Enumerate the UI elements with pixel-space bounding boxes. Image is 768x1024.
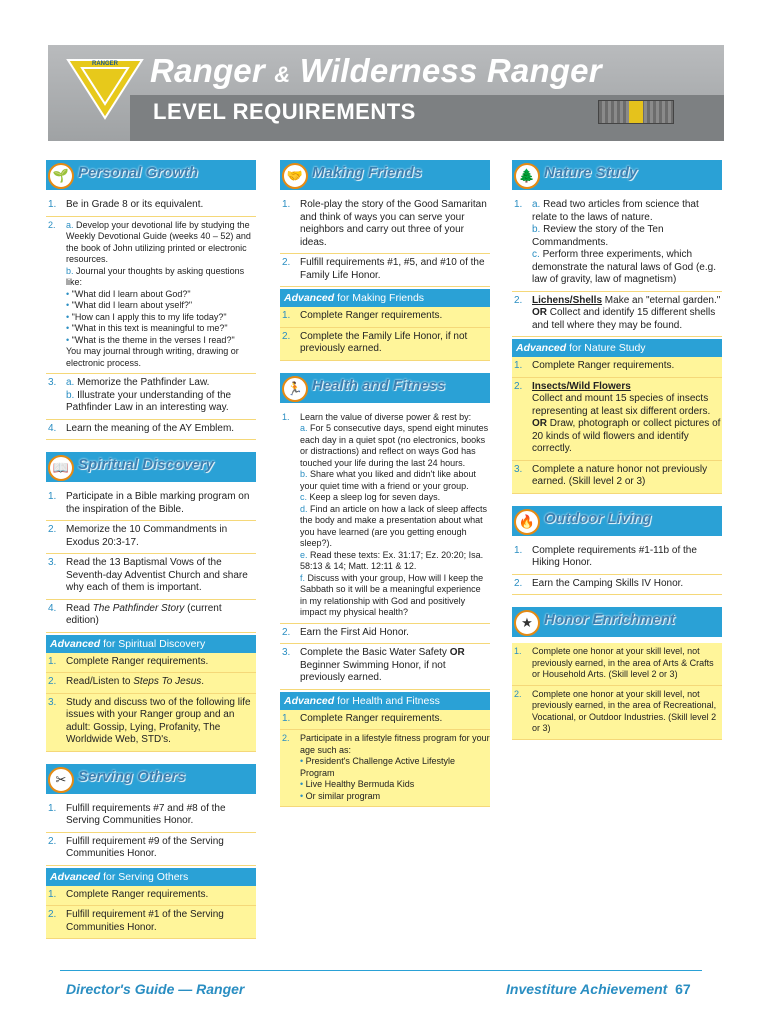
requirement-item: 3. a. Memorize the Pathfinder Law. b. Illustrate your understanding of the Pathfinder Law in an interesting way. (46, 374, 256, 420)
section-title: Making Friends (312, 164, 423, 181)
advanced-header: Advanced for Making Friends (280, 289, 490, 307)
advanced-header: Advanced for Spiritual Discovery (46, 635, 256, 653)
requirement-item: 2. Earn the First Aid Honor. (280, 624, 490, 645)
advanced-requirement-item: 2. Complete the Family Life Honor, if not previously earned. (280, 328, 490, 361)
requirement-item: 4. Read The Pathfinder Story (current edition) (46, 600, 256, 633)
requirement-item: 2. a. Develop your devotional life by studying the Weekly Devotional Guide (weeks 40 – 52) and the book of John utilizing printed or electronic resources. b. Journal your thoughts by asking questions like: • "What did I learn about God?" • "What did I learn about yself?" • "How can I apply this to my life today?" • "What in this text is meaningful to me?" • "What is the theme in the verses I read?" You may journal through writing, drawing or electronic process. (46, 217, 256, 375)
section-title: Serving Others (78, 767, 186, 785)
title-ampersand: & (274, 62, 291, 87)
advanced-requirement-item: 1. Complete Ranger requirements. (280, 710, 490, 731)
footer-divider (60, 970, 702, 971)
section-title: Personal Growth (78, 164, 199, 181)
advanced-header: Advanced for Health and Fitness (280, 692, 490, 710)
footer-left-title: Director's Guide — Ranger (66, 981, 245, 997)
column-2 (280, 160, 490, 807)
requirement-item: 1. Fulfill requirements #7 and #8 of the Serving Communities Honor. (46, 800, 256, 833)
advanced-requirement-item: 3. Study and discuss two of the following life issues with your Ranger group and an adult: Gossip, Lying, Profanity, The Worldwide Web, STD's. (46, 694, 256, 752)
page-number: 67 (675, 981, 691, 997)
column-1 (46, 160, 256, 939)
runner-icon: 🏃 (282, 376, 308, 402)
pin-bar-gold-stripe (629, 101, 643, 123)
serving-others-icon: ✂ (48, 767, 74, 793)
star-icon: ★ (514, 610, 540, 636)
page-subtitle: LEVEL REQUIREMENTS (153, 99, 416, 124)
advanced-requirement-item: 2. Fulfill requirement #1 of the Serving Communities Honor. (46, 906, 256, 939)
section-header-serving-others (46, 764, 256, 794)
title-part-2: Wilderness Ranger (299, 52, 602, 89)
requirement-item: 3. Complete the Basic Water Safety OR Beginner Swimming Honor, if not previously earned. (280, 644, 490, 690)
requirement-item: 4. Learn the meaning of the AY Emblem. (46, 420, 256, 441)
section-title: Spiritual Discovery (78, 456, 214, 473)
tree-icon: 🌲 (514, 163, 540, 189)
section-header-honor-enrichment (512, 607, 722, 637)
advanced-requirement-item: 2. Insects/Wild Flowers Collect and mount 15 species of insects representing at least six different orders. OR Draw, photograph or collect pictures of 20 kinds of wild flowers and identify correctly. (512, 378, 722, 461)
advanced-header: Advanced for Serving Others (46, 868, 256, 886)
advanced-header: Advanced for Nature Study (512, 339, 722, 357)
ranger-pin-bar (598, 100, 674, 124)
requirement-item: 2. Memorize the 10 Commandments in Exodus 20:3-17. (46, 521, 256, 554)
ranger-emblem-icon (62, 52, 148, 122)
section-title: Honor Enrichment (544, 611, 675, 628)
advanced-requirement-item: 1. Complete Ranger requirements. (512, 357, 722, 378)
svg-text:RANGER: RANGER (91, 61, 119, 67)
advanced-requirement-item: 1. Complete one honor at your skill level, not previously earned, in the area of Arts & Crafts or Household Arts. (Skill level 2 or 3) (512, 643, 722, 686)
requirement-item: 2. Fulfill requirement #9 of the Serving Communities Honor. (46, 833, 256, 866)
section-title: Nature Study (544, 164, 638, 181)
section-title: Health and Fitness (312, 376, 446, 394)
requirement-item: 1. Learn the value of diverse power & rest by: a. For 5 consecutive days, spend eight minutes each day in a quiet spot (no electronics, books or distractions) and reflect on ways God has touched your life during the last 24 hours. b. Share what you liked and didn't like about your quiet time with a friend or your group. c. Keep a sleep log for seven days. d. Find an article on how a lack of sleep affects the body and make a presentation about what you have learned (are you getting enough sleep?). e. Read these texts: Ex. 31:17; Ez. 20:20; Isa. 58:13 & 14; Matt. 12:11 & 12. f. Discuss with your group, How will I keep the Sabbath so it will be a meaningful experience in my relationship with God and positively impact my physical health? (280, 409, 490, 624)
section-header-making-friends (280, 160, 490, 190)
section-header-health-fitness (280, 373, 490, 403)
advanced-requirement-item: 1. Complete Ranger requirements. (46, 653, 256, 674)
advanced-requirement-item: 2. Read/Listen to Steps To Jesus. (46, 673, 256, 694)
requirement-item: 2. Lichens/Shells Make an "eternal garden." OR Collect and identify 15 different shells and tell where they may be found. (512, 292, 722, 338)
section-header-personal-growth (46, 160, 256, 190)
advanced-requirement-item: 2. Participate in a lifestyle fitness program for your age such as: • President's Challenge Active Lifestyle Program • Live Healthy Bermuda Kids • Or similar program (280, 730, 490, 807)
requirement-item: 2. Earn the Camping Skills IV Honor. (512, 575, 722, 596)
advanced-requirement-item: 1. Complete Ranger requirements. (280, 307, 490, 328)
handshake-icon: 🤝 (282, 163, 308, 189)
section-title: Outdoor Living (544, 509, 652, 527)
requirement-item: 1. Participate in a Bible marking program on the inspiration of the Bible. (46, 488, 256, 521)
page-title (150, 52, 602, 90)
advanced-requirement-item: 1. Complete Ranger requirements. (46, 886, 256, 907)
footer-right-title: Investiture Achievement 67 (506, 981, 691, 997)
column-3 (512, 160, 722, 740)
section-header-nature-study (512, 160, 722, 190)
campfire-icon: 🔥 (514, 509, 540, 535)
bible-icon: 📖 (48, 455, 74, 481)
requirement-item: 1. Complete requirements #1-11b of the Hiking Honor. (512, 542, 722, 575)
requirement-item: 3. Read the 13 Baptismal Vows of the Seventh-day Adventist Church and share why each of them is important. (46, 554, 256, 600)
requirement-item: 1. Be in Grade 8 or its equivalent. (46, 196, 256, 217)
section-header-outdoor-living (512, 506, 722, 536)
advanced-requirement-item: 2. Complete one honor at your skill level, not previously earned, in the area of Recreational, Vocational, or Outdoor Industries. (Skill level 2 or 3) (512, 686, 722, 740)
requirement-item: 2. Fulfill requirements #1, #5, and #10 of the Family Life Honor. (280, 254, 490, 287)
requirement-item: 1. a. Read two articles from science that relate to the laws of nature. b. Review the story of the Ten Commandments. c. Perform three experiments, which demonstrate the natural laws of God (e.g. law of gravity, law of magnetism) (512, 196, 722, 292)
advanced-requirement-item: 3. Complete a nature honor not previously earned. (Skill level 2 or 3) (512, 461, 722, 494)
personal-growth-icon: 🌱 (48, 163, 74, 189)
title-part-1: Ranger (150, 52, 265, 89)
requirement-item: 1. Role-play the story of the Good Samaritan and think of ways you can serve your neighbors and carry out three of your ideas. (280, 196, 490, 254)
section-header-spiritual-discovery (46, 452, 256, 482)
